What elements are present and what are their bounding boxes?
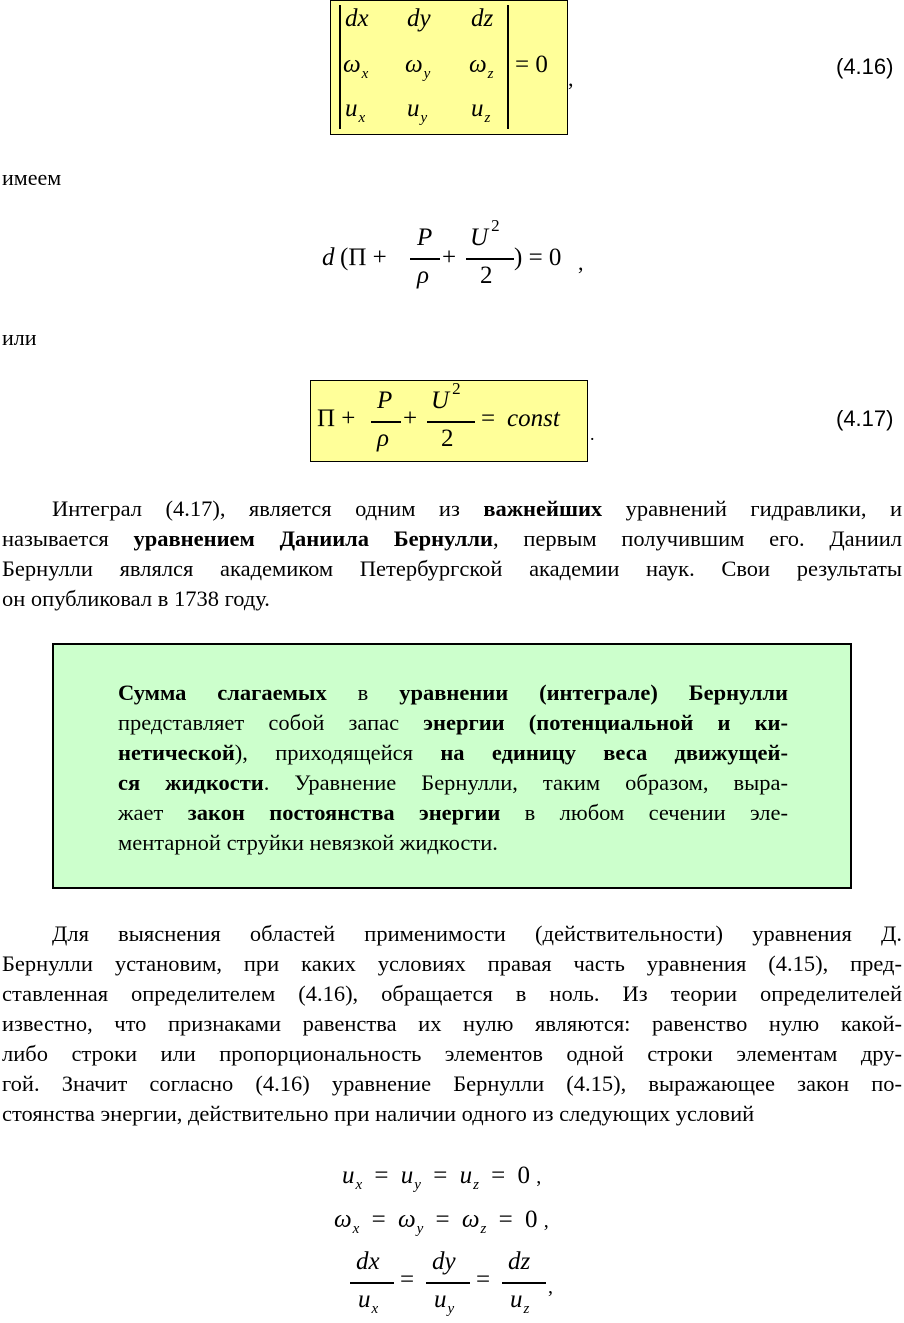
fraction-p-rho: P ρ — [371, 385, 401, 457]
definition-box — [52, 643, 852, 889]
fraction-dx-ux: dx $u_x$ — [350, 1248, 394, 1323]
condition-vorticity-zero: $\omega_x = \omega_y = \omega_z = 0$ , — [334, 1206, 549, 1237]
det-cell: dy — [407, 5, 431, 32]
det-rhs: = 0 — [515, 51, 548, 78]
text-line: Бернулли являлся академиком Петербургской академии наук. Свои результаты — [2, 556, 902, 581]
paragraph-applicability — [2, 919, 902, 1129]
equation-differential — [320, 216, 600, 297]
text-line: Бернулли установим, при каких условиях правая часть уравнения (4.15), пред- — [2, 951, 902, 976]
plus: + — [442, 244, 457, 271]
det-cell: $u_z$ — [471, 95, 491, 126]
text-line: Сумма слагаемых в уравнении (интеграле) Бернулли — [118, 680, 788, 705]
text-line: ментарной струйки невязкой жидкости. — [118, 830, 498, 855]
d-symbol: d — [322, 244, 335, 271]
text-line: гой. Значит согласно (4.16) уравнение Бернулли (4.15), выражающее закон по- — [2, 1071, 902, 1096]
text-line: Для выяснения областей применимости (действительности) уравнения Д. — [52, 921, 902, 946]
fraction-p-rho: P ρ — [410, 222, 440, 294]
det-cell: $u_y$ — [407, 95, 428, 126]
det-cell: $\omega_y$ — [405, 51, 431, 82]
trail: , — [578, 250, 584, 275]
paragraph-bernoulli-intro — [2, 494, 902, 614]
open-part: (Π + — [340, 244, 387, 271]
equation-4-16-box — [330, 0, 568, 135]
equation-number-4-17: (4.17) — [836, 406, 894, 431]
text-line: называется уравнением Даниила Бернулли, первым получившим его. Даниил — [2, 526, 903, 551]
determinant-left-bar — [339, 5, 341, 129]
condition-velocity-zero: $u_x = u_y = u_z = 0$ , — [342, 1162, 542, 1193]
text-line: нетической), приходящейся на единицу веса движущей- — [118, 740, 788, 765]
condition-proportionality: dx $u_x$ = dy $u_y$ = dz $u_z$ , — [350, 1248, 570, 1323]
equation-number-4-16: (4.16) — [836, 54, 894, 79]
determinant-right-bar — [507, 5, 509, 129]
definition-text — [118, 678, 788, 858]
word-ili: или — [2, 325, 37, 350]
fraction-u2-2: U $^2$ 2 — [427, 385, 475, 457]
text-line: ся жидкости. Уравнение Бернулли, таким образом, выра- — [118, 770, 789, 795]
det-cell: dz — [471, 5, 494, 32]
fraction-dy-uy: dy $u_y$ — [426, 1248, 470, 1323]
close-part: ) = 0 — [514, 244, 562, 271]
plus: + — [403, 405, 418, 432]
det-cell: dx — [345, 5, 369, 32]
text-line: стоянства энергии, действительно при наличии одного из следующих условий — [2, 1101, 755, 1126]
pi-part: Π + — [317, 405, 356, 432]
text-line: известно, что признаками равенства их нулю являются: равенство нулю какой- — [2, 1011, 902, 1036]
text-line: он опубликовал в 1738 году. — [2, 586, 270, 611]
det-cell: $u_x$ — [345, 95, 366, 126]
equation-4-17-box — [310, 380, 588, 462]
text-line: ставленная определителем (4.16), обращается в ноль. Из теории определителей — [2, 981, 902, 1006]
text-line: либо строки или пропорциональность элементов одной строки элементам дру- — [2, 1041, 902, 1066]
det-cell: $\omega_z$ — [469, 51, 494, 82]
det-cell: $\omega_x$ — [343, 51, 369, 82]
word-imeem: имеем — [2, 165, 62, 190]
fraction-u2-2: U $^2$ 2 — [466, 222, 514, 294]
text-line: Интеграл (4.17), является одним из важнейших уравнений гидравлики, и — [52, 496, 903, 521]
equals: = — [481, 405, 496, 432]
fraction-dz-uz: dz $u_z$ — [502, 1248, 546, 1323]
eq416-trail: , — [568, 66, 574, 91]
eq417-trail: . — [590, 424, 595, 444]
text-line: представляет собой запас энергии (потенциальной и ки- — [118, 710, 788, 735]
const: const — [507, 405, 560, 432]
text-line: жает закон постоянства энергии в любом сечении эле- — [118, 800, 788, 825]
